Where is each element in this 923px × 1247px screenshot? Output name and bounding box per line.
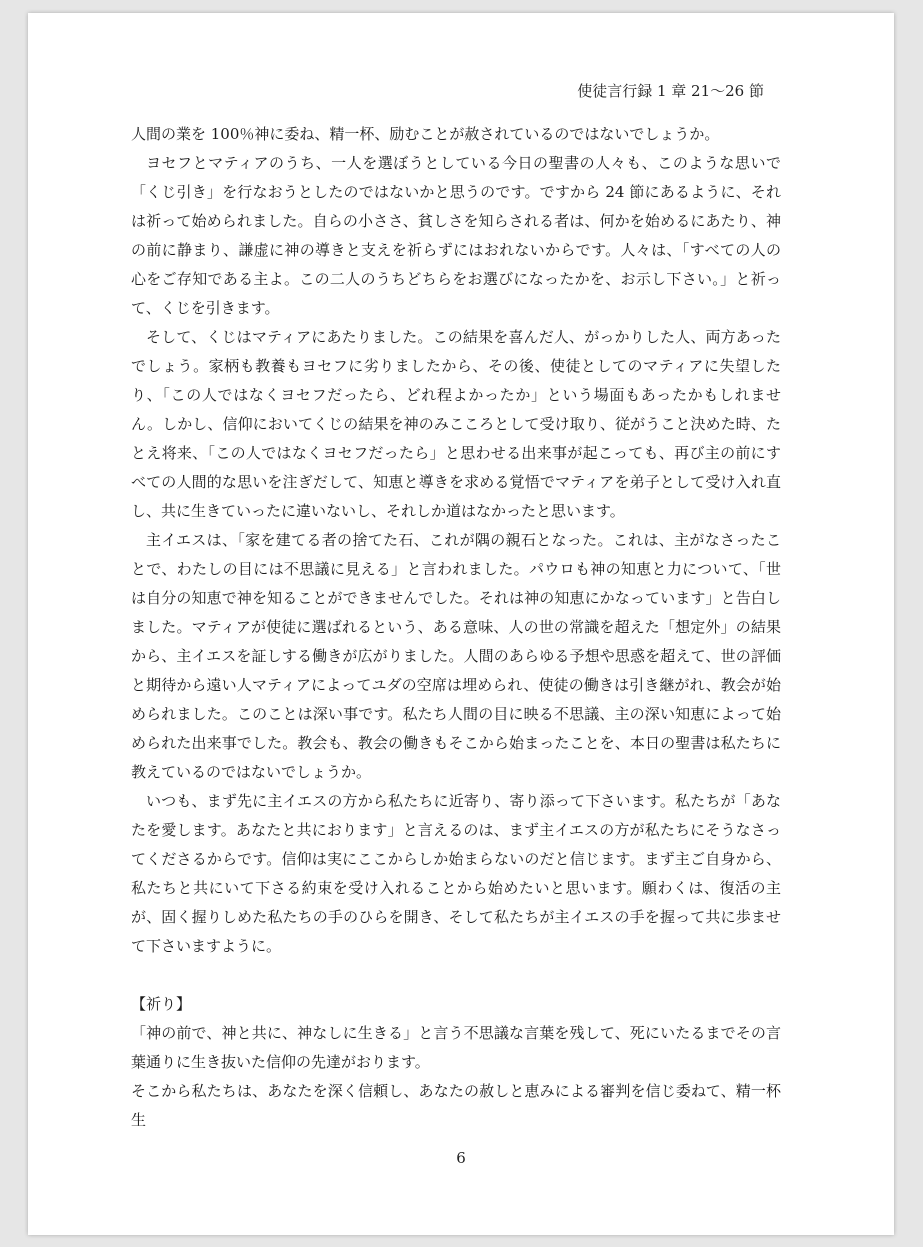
- page-number: 6: [456, 1149, 466, 1167]
- prayer-heading: 【祈り】: [131, 995, 192, 1013]
- document-page: [28, 13, 894, 1235]
- paragraph-continuation: 人間の業を 100％神に委ね、精一杯、励むことが赦されているのではないでしょうか。: [131, 125, 720, 143]
- prayer-line: そこから私たちは、あなたを深く信頼し、あなたの赦しと恵みによる審判を信じ委ねて、精一杯生: [131, 1082, 781, 1129]
- prayer-line: 「神の前で、神と共に、神なしに生きる」と言う不思議な言葉を残して、死にいたるまでその言葉通りに生き抜いた信仰の先達がおります。: [131, 1024, 781, 1071]
- paragraph-jesus-comes-first: いつも、まず先に主イエスの方から私たちに近寄り、寄り添って下さいます。私たちが「あなたを愛します。あなたと共におります」と言えるのは、まず主イエスの方が私たちにそうなさってくださるからです。信仰は実にここからしか始まらないのだと信じます。まず主ご自身から、私たちと共にいて下さる約束を受け入れることから始めたいと思います。願わくは、復活の主が、固く握りしめた私たちの手のひらを開き、そして私たちが主イエスの手を握って共に歩ませて下さいますように。: [131, 792, 781, 955]
- paragraph-matthias-chosen: そして、くじはマティアにあたりました。この結果を喜んだ人、がっかりした人、両方あったでしょう。家柄も教養もヨセフに劣りましたから、その後、使徒としてのマティアに失望したり、「この人ではなくヨセフだったら、どれ程よかったか」という場面もあったかもしれません。しかし、信仰においてくじの結果を神のみこころとして受け取り、従がうこと決めた時、たとえ将来、「この人ではなくヨセフだったら」と思わせる出来事が起こっても、再び主の前にすべての人間的な思いを注ぎだして、知恵と導きを求める覚悟でマティアを弟子として受け入れ直し、共に生きていったに違いないし、それしか道はなかったと思います。: [131, 328, 781, 520]
- paragraph-lottery-prayer: ヨセフとマティアのうち、一人を選ぼうとしている今日の聖書の人々も、このような思いで「くじ引き」を行なおうとしたのではないかと思うのです。ですから 24 節にあるように、それは祈って始められました。自らの小ささ、貧しさを知らされる者は、何かを始めるにあたり、神の前に静まり、謙虚に神の導きと支えを祈らずにはおれないからです。人々は、「すべての人の心をご存知である主よ。この二人のうちどちらをお選びになったかを、お示し下さい。」と祈って、くじを引きます。: [131, 154, 781, 317]
- page-body: [131, 120, 781, 1135]
- paragraph-cornerstone: 主イエスは、「家を建てる者の捨てた石、これが隅の親石となった。これは、主がなさったことで、わたしの目には不思議に見える」と言われました。パウロも神の知恵と力について、「世は自分の知恵で神を知ることができませんでした。それは神の知恵にかなっています」と告白しました。マティアが使徒に選ばれるという、ある意味、人の世の常識を超えた「想定外」の結果から、主イエスを証しする働きが広がりました。人間のあらゆる予想や思惑を超えて、世の評価と期待から遠い人マティアによってユダの空席は埋められ、使徒の働きは引き継がれ、教会が始められました。このことは深い事です。私たち人間の目に映る不思議、主の深い知恵によって始められた出来事でした。教会も、教会の働きもそこから始まったことを、本日の聖書は私たちに教えているのではないでしょうか。: [131, 531, 781, 781]
- section-gap: [131, 961, 781, 990]
- running-header: 使徒言行録 1 章 21～26 節: [577, 82, 764, 100]
